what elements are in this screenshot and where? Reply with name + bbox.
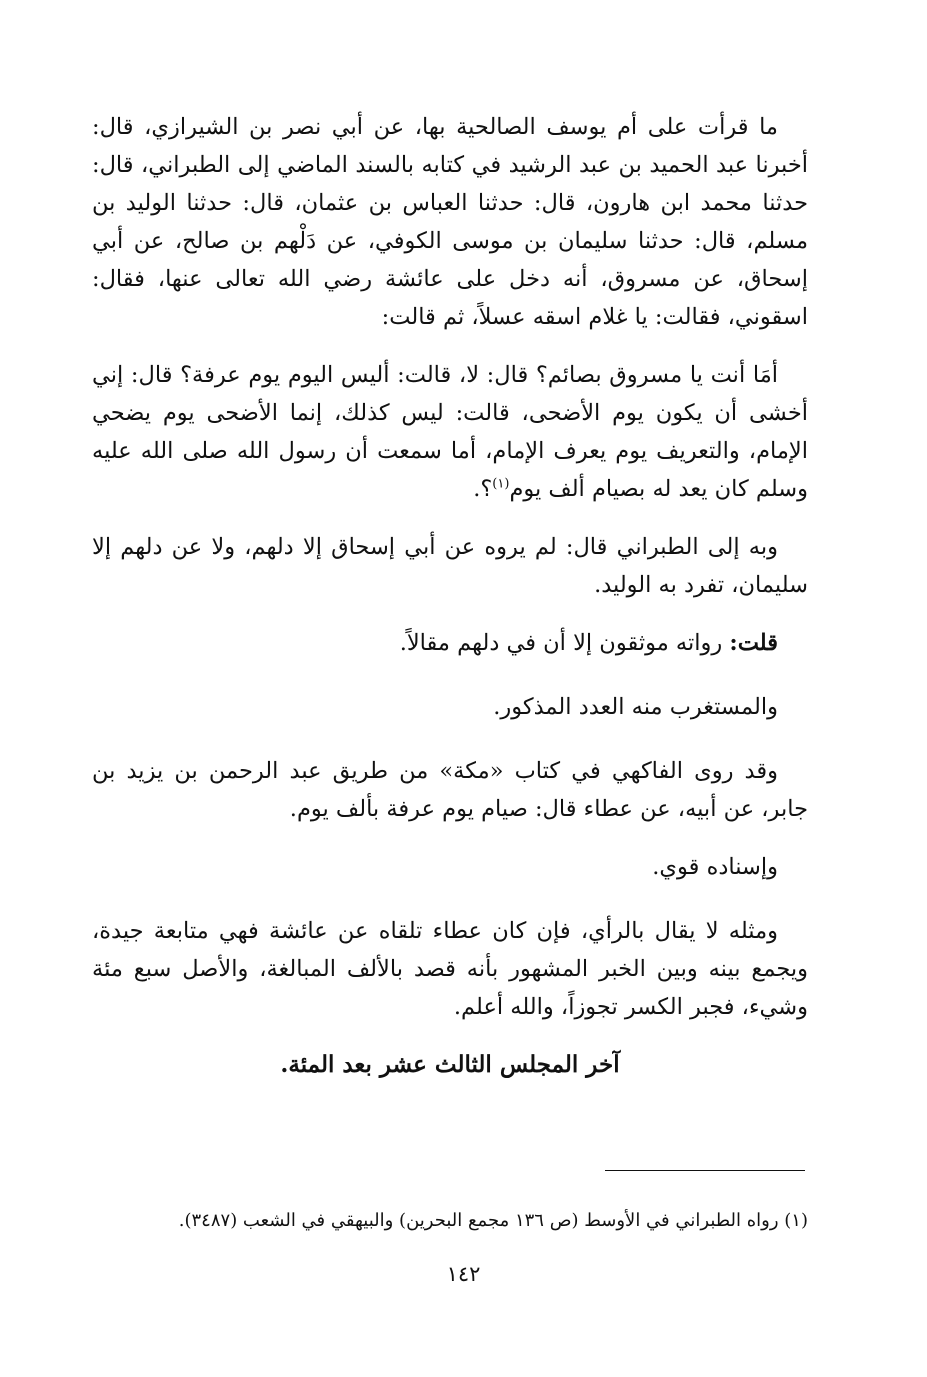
paragraph-isnad: ما قرأت على أم يوسف الصالحية بها، عن أبي نصر بن الشيرازي، قال: أخبرنا عبد الحميد بن عبد الرشيد في كتابه بالسند الماضي إلى الطبراني، قال: حدثنا محمد ابن هارون، قال: حدثنا العباس بن عثمان، قال: حدثنا الوليد بن مسلم، قال: حدثنا سليمان بن موسى الكوفي، عن دَلْهم بن صالح، عن أبي إسحاق، عن مسروق، أنه دخل على عائشة رضي الله تعالى عنها، فقال: اسقوني، فقالت: يا غلام اسقه عسلاً، ثم قالت: xyxy=(92,114,808,330)
footnote-divider xyxy=(605,1170,805,1171)
footnote-reference[interactable]: (١) xyxy=(492,476,510,492)
paragraph-author-note xyxy=(92,624,808,662)
paragraph-isnad-strength: وإسناده قوي. xyxy=(652,854,778,880)
hadith-text: أمَا أنت يا مسروق بصائم؟ قال: لا، قالت: أليس اليوم يوم عرفة؟ قال: إني أخشى أن يكون يوم الأضحى، قالت: ليس كذلك، إنما الأضحى يوم يضحي الإمام، والتعريف يوم يعرف الإمام، أما سمعت أن رسول الله صلى الله عليه وسلم كان يعد له بصيام ألف يوم xyxy=(92,362,808,502)
paragraph-hadith xyxy=(92,356,808,508)
page-number: ١٤٢ xyxy=(446,1262,481,1286)
paragraph-reconciliation: ومثله لا يقال بالرأي، فإن كان عطاء تلقاه عن عائشة فهي متابعة جيدة، ويجمع بينه وبين الخبر المشهور بأنه قصد بالألف المبالغة، والأصل سبع مئة وشيء، فجبر الكسر تجوزاً، والله أعلم. xyxy=(92,918,808,1020)
paragraph-tabarani-comment: وبه إلى الطبراني قال: لم يروه عن أبي إسحاق إلا دلهم، ولا عن دلهم إلا سليمان، تفرد به الوليد. xyxy=(92,534,808,598)
footnote-text: (١) رواه الطبراني في الأوسط (ص ١٣٦ مجمع البحرين) والبيهقي في الشعب (٣٤٨٧). xyxy=(178,1210,808,1231)
main-text xyxy=(92,108,808,1084)
paragraph-fakihi: وقد روى الفاكهي في كتاب «مكة» من طريق عبد الرحمن بن يزيد بن جابر، عن أبيه، عن عطاء قال: صيام يوم عرفة بألف يوم. xyxy=(92,758,808,822)
session-closing-heading: آخر المجلس الثالث عشر بعد المئة. xyxy=(280,1051,620,1078)
qult-label: قلت: xyxy=(729,630,778,656)
paragraph-mustaghrab: والمستغرب منه العدد المذكور. xyxy=(493,694,778,720)
hadith-end-punctuation: ؟. xyxy=(473,476,493,502)
author-note-text: رواته موثقون إلا أن في دلهم مقالاً. xyxy=(399,630,730,656)
